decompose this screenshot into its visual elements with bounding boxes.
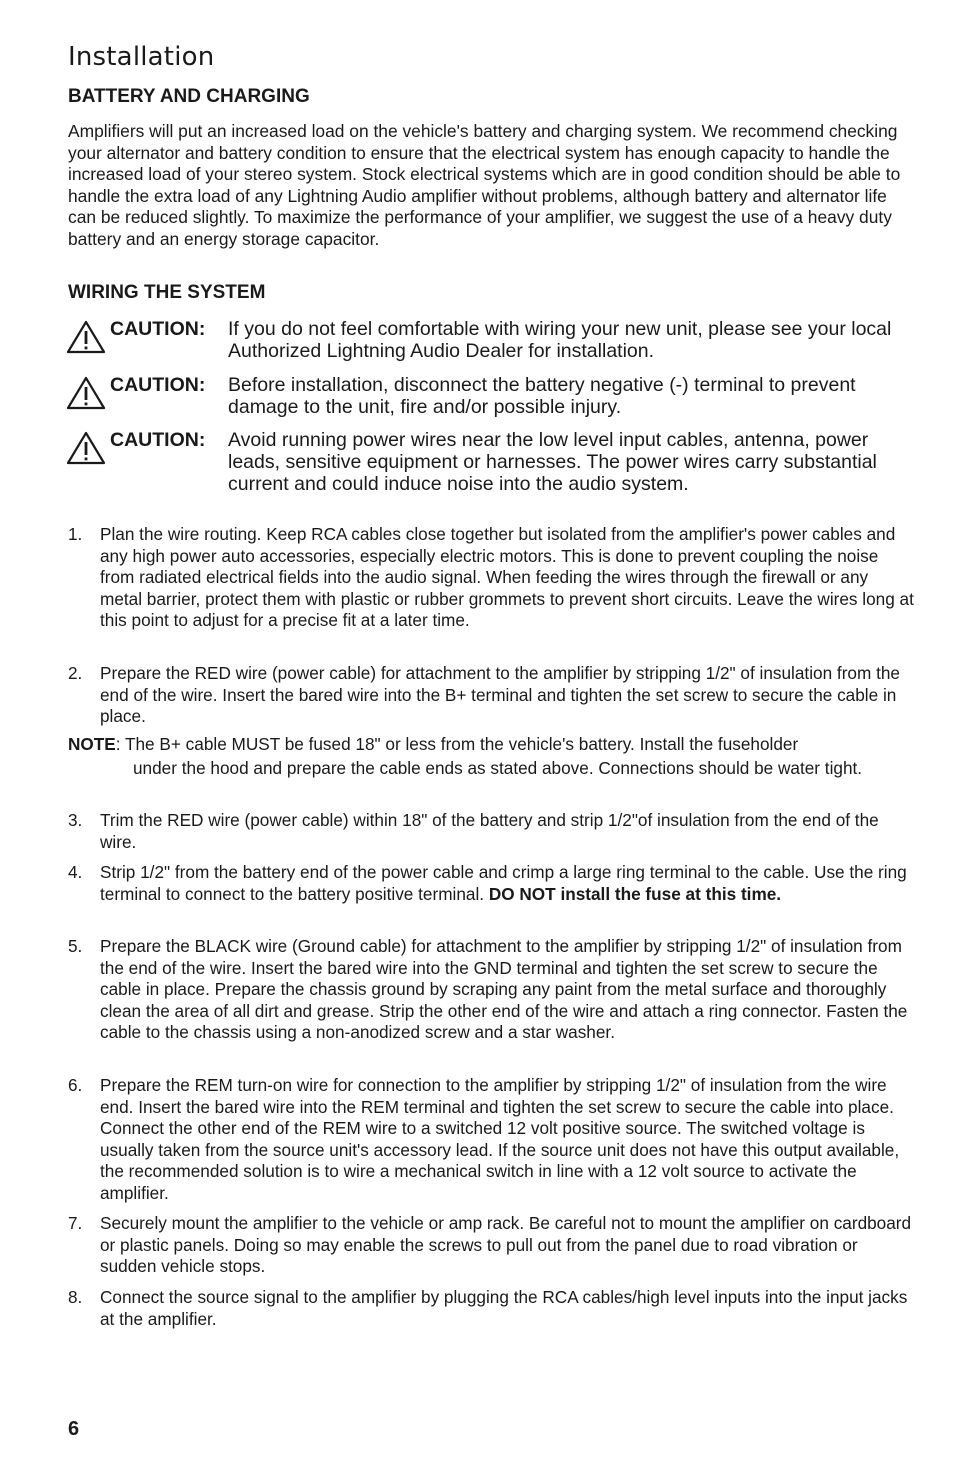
step-bold-warning: DO NOT install the fuse at this time. — [488, 883, 782, 904]
caution-text: Before installation, disconnect the battery negative (-) terminal to prevent damage to the unit, fire and/or possible injury. — [228, 374, 856, 418]
section-heading-battery: BATTERY AND CHARGING — [68, 86, 310, 107]
list-item — [68, 936, 914, 1044]
caution-label: CAUTION — [110, 318, 199, 340]
note-label: NOTE — [68, 734, 116, 754]
warning-triangle-icon — [66, 429, 110, 495]
caution-label: CAUTION — [110, 374, 199, 396]
warning-triangle-icon — [66, 318, 110, 362]
note-line-2: under the hood and prepare the cable ends as stated above. Connections should be water tight. — [133, 757, 863, 778]
list-item — [68, 524, 914, 632]
note-block: NOTE: The B+ cable MUST be fused 18" or less from the vehicle's battery. Install the fuseholder under the hood and prepare the cable ends as stated above. Connections should be water tight. — [68, 733, 914, 780]
list-item — [68, 810, 914, 853]
step-text: Prepare the REM turn-on wire for connection to the amplifier by stripping 1/2" of insulation from the wire end. Insert the bared wire into the REM terminal and tighten the set screw to secure the cable into place. Connect the other end of the REM wire to a switched 12 volt positive source. The switched voltage is usually taken from the source unit's accessory lead. If the source unit does not have this output available, the recommended solution is to wire a mechanical switch in line with a 12 volt source to activate the amplifier. — [100, 1075, 900, 1203]
step-number: 5. — [68, 936, 83, 956]
section-heading-wiring: WIRING THE SYSTEM — [68, 282, 266, 303]
step-number: 3. — [68, 810, 83, 830]
list-item — [68, 663, 914, 728]
step-text: Trim the RED wire (power cable) within 18" of the battery and strip 1/2"of insulation from the end of the wire. — [100, 810, 879, 852]
caution-block-3: CAUTION: Avoid running power wires near the low level input cables, antenna, power leads, sensitive equipment or harnesses. The power wires carry substantial current and could induce noise into the audio system. — [66, 429, 916, 495]
step-text: Prepare the BLACK wire (Ground cable) for attachment to the amplifier by stripping 1/2" of insulation from the end of the wire. Insert the bared wire into the GND terminal and tighten the set screw to secure the cable in place. Prepare the chassis ground by scraping any paint from the metal surface and thoroughly clean the area of all dirt and grease. Strip the other end of the wire and attach a ring connector. Fasten the cable to the chassis using a non-anodized screw and a star washer. — [100, 936, 908, 1043]
list-item — [68, 862, 914, 905]
step-number: 8. — [68, 1287, 83, 1307]
warning-triangle-icon — [66, 374, 110, 418]
step-number: 2. — [68, 663, 83, 683]
step-number: 7. — [68, 1213, 83, 1233]
step-text: Prepare the RED wire (power cable) for attachment to the amplifier by stripping 1/2" of insulation from the end of the wire. Insert the bared wire into the B+ terminal and tighten the set screw to secure the cable in place. — [100, 663, 900, 727]
caution-label: CAUTION — [110, 429, 199, 451]
step-number: 6. — [68, 1075, 83, 1095]
note-line-1: The B+ cable MUST be fused 18" or less from the vehicle's battery. Install the fuseholder — [125, 734, 799, 754]
step-text: Securely mount the amplifier to the vehicle or amp rack. Be careful not to mount the amplifier on cardboard or plastic panels. Doing so may enable the screws to pull out from the panel due to road vibration or sudden vehicle stops. — [100, 1213, 912, 1277]
step-text: Strip 1/2" from the battery end of the power cable and crimp a large ring terminal to the cable. Use the ring terminal to connect to the battery positive terminal. — [100, 862, 907, 904]
page-title: Installation — [68, 42, 215, 72]
caution-block-2: CAUTION: Before installation, disconnect the battery negative (-) terminal to prevent damage to the unit, fire and/or possible injury. — [66, 374, 916, 418]
caution-text: Avoid running power wires near the low level input cables, antenna, power leads, sensitive equipment or harnesses. The power wires carry substantial current and could induce noise into the audio system. — [228, 429, 877, 495]
caution-block-1: CAUTION: If you do not feel comfortable with wiring your new unit, please see your local Authorized Lightning Audio Dealer for installation. — [66, 318, 916, 362]
step-number: 1. — [68, 524, 83, 544]
page-number: 6 — [68, 1418, 80, 1440]
list-item — [68, 1213, 914, 1278]
step-text: Connect the source signal to the amplifier by plugging the RCA cables/high level inputs into the input jacks at the amplifier. — [100, 1287, 908, 1329]
step-number: 4. — [68, 862, 83, 882]
step-text: Plan the wire routing. Keep RCA cables close together but isolated from the amplifier's power cables and any high power auto accessories, especially electric motors. This is done to prevent coupling the noise from radiated electrical fields into the audio signal. When feeding the wires through the firewall or any metal barrier, protect them with plastic or rubber grommets to prevent short circuits. Leave the wires long at this point to adjust for a precise fit at a later time. — [100, 524, 914, 631]
list-item — [68, 1287, 914, 1330]
list-item — [68, 1075, 914, 1205]
caution-text: If you do not feel comfortable with wiring your new unit, please see your local Authorized Lightning Audio Dealer for installation. — [228, 318, 892, 362]
battery-paragraph: Amplifiers will put an increased load on the vehicle's battery and charging system. We recommend checking your alternator and battery condition to ensure that the electrical system has enough capacity to handle the increased load of your stereo system. Stock electrical systems which are in good condition should be able to handle the extra load of any Lightning Audio amplifier without problems, although battery and alternator life can be reduced slightly. To maximize the performance of your amplifier, we suggest the use of a heavy duty battery and an energy storage capacitor. — [68, 121, 901, 249]
